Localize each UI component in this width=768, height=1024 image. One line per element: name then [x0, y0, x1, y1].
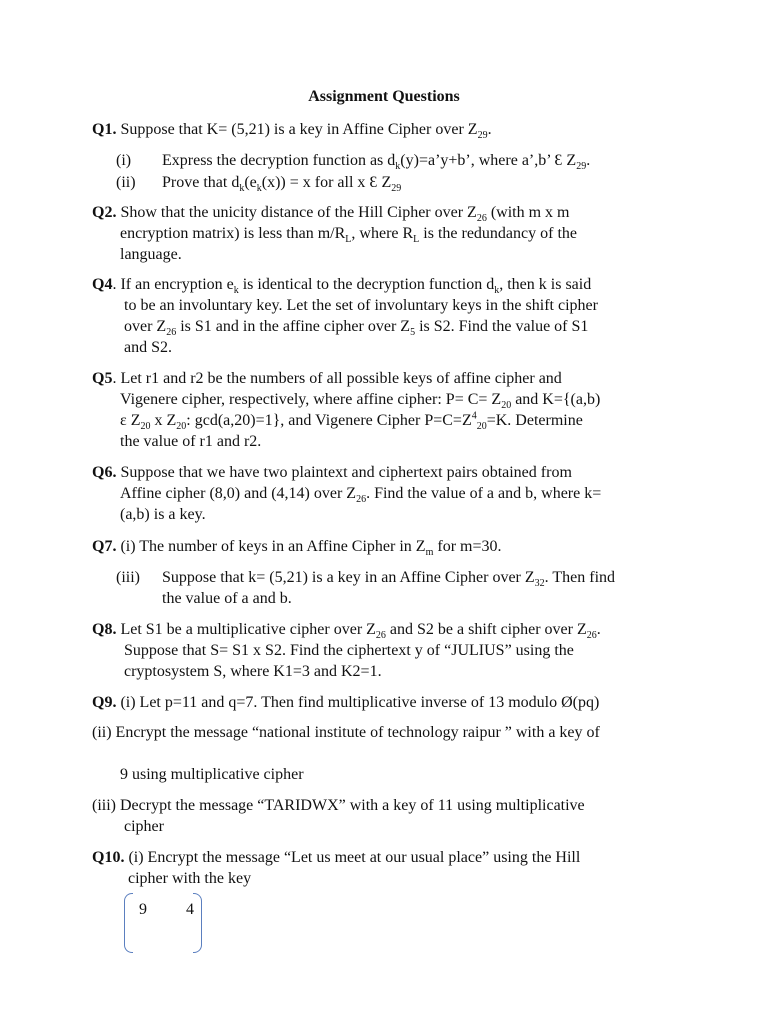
question-8: Q8. Let S1 be a multiplicative cipher over $Z_{26}$ and S2 be a shift cipher over $Z_{26}$. Suppose that S= S1 x S2. Find the ciphertext y of “JULIUS” using the cryptosystem S, where K1=3 and K2=1. — [92, 621, 601, 680]
question-number: Q8. — [92, 621, 117, 638]
question-9-part-ii: (ii) Encrypt the message “national institute of technology raipur ” with a key of — [92, 724, 600, 741]
question-1-part-i: (i) Express the decryption function as $d_k(y)=a’y+b$’, where a’,b’ Ɛ $Z_{29}$. — [116, 152, 591, 173]
question-9-part-iii: (iii) Decrypt the message “TARIDWX” with a key of 11 using multiplicative cipher — [92, 797, 585, 835]
question-number: Q4 — [92, 276, 113, 293]
question-number: Q5 — [92, 370, 113, 387]
question-2: Q2. Show that the unicity distance of the Hill Cipher over $Z_{26}$ (with m x m encryption matrix) is less than $m/R_L$, where $R_L$ is the redundancy of the language. — [92, 204, 578, 263]
question-6: Q6. Suppose that we have two plaintext and ciphertext pairs obtained from Affine cipher (8,0) and (4,14) over $Z_{26}$. Find the value of a and b, where k= (a,b) is a key. — [92, 464, 602, 523]
matrix-cell: 9 — [139, 901, 147, 918]
question-number: Q1. — [92, 121, 117, 138]
matrix-cell: 4 — [186, 901, 194, 918]
question-10: Q10. (i) Encrypt the message “Let us meet at our usual place” using the Hill cipher with the key — [92, 849, 581, 887]
question-1: Q1. Suppose that K= (5,21) is a key in Affine Cipher over $Z_{29}$. — [92, 121, 492, 142]
matrix-left-bracket — [124, 893, 133, 953]
question-number: Q6. — [92, 464, 117, 481]
question-number: Q10. — [92, 849, 125, 866]
question-9-part-ii-cont: 9 using multiplicative cipher — [120, 766, 304, 783]
question-4: Q4. If an encryption $e_k$ is identical to the decryption function $d_k$, then k is said to be an involuntary key. Let the set of involuntary keys in the shift cipher over $Z_{26}$ is S1 and in the affine cipher over $Z_5$ is S2. Find the value of S1 and S2. — [92, 276, 598, 356]
question-number: Q2. — [92, 204, 117, 221]
matrix-right-bracket — [193, 893, 202, 953]
question-number: Q9. — [92, 694, 117, 711]
hill-key-matrix — [124, 893, 202, 953]
page-title: Assignment Questions — [308, 88, 460, 105]
question-5: Q5. Let r1 and r2 be the numbers of all possible keys of affine cipher and Vigenere cipher, respectively, where affine cipher: $P= C= Z_{20}$ and K={(a,b) ε $Z_{20}$ x $Z_{20}$: gcd(a,20)=1}, and Vigenere Cipher $P=C=Z^4_{20}=K$. Determine the value of r1 and r2. — [92, 370, 601, 450]
question-7-part-iii: (iii) Suppose that k= (5,21) is a key in an Affine Cipher over $Z_{32}$. Then find the value of a and b. — [116, 569, 616, 607]
question-7: Q7. (i) The number of keys in an Affine Cipher in $Z_m$ for m=30. — [92, 538, 502, 559]
question-1-part-ii: (ii) Prove that $d_k(e_k(x)) = x$ for all x Ɛ $Z_{29}$ — [116, 174, 402, 195]
question-number: Q7. — [92, 538, 117, 555]
question-9: Q9. (i) Let p=11 and q=7. Then find multiplicative inverse of 13 modulo Ø(pq) — [92, 694, 600, 711]
